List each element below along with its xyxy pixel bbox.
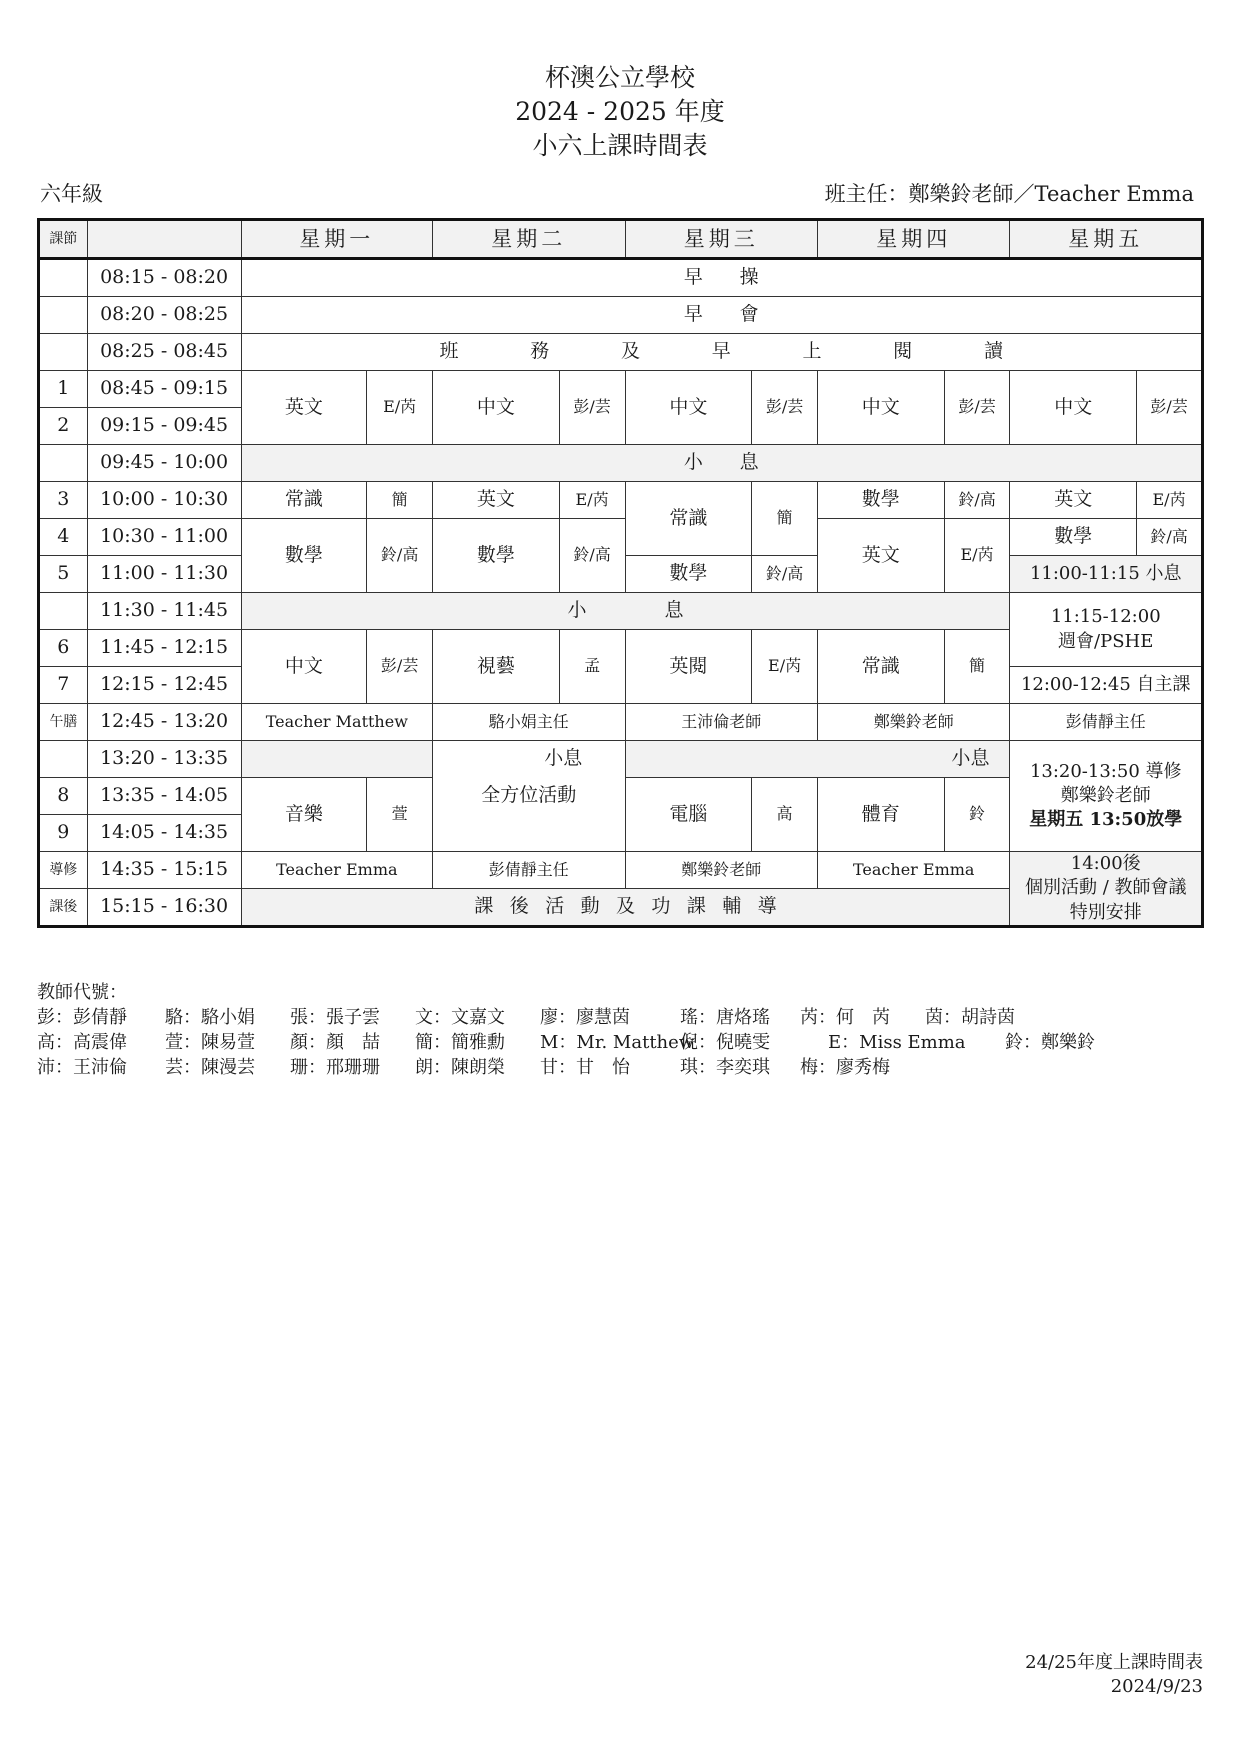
period-cell bbox=[39, 445, 88, 482]
spread-char: 活 bbox=[545, 895, 565, 918]
cell-line: 星期五 13:50放學 bbox=[1029, 809, 1183, 831]
legend-item: 鈴：鄭樂鈴 bbox=[1005, 1032, 1095, 1053]
teacher-code-cell: 簡 bbox=[367, 482, 433, 519]
spread-char: 務 bbox=[530, 340, 550, 363]
legend-item: 倪：倪曉雯 bbox=[680, 1032, 770, 1053]
teacher-code-cell: E/芮 bbox=[752, 630, 818, 704]
spread-char: 動 bbox=[580, 895, 600, 918]
subject-cell: 數學 bbox=[817, 482, 944, 519]
friday-after-school bbox=[1010, 852, 1203, 927]
teacher-code-cell: 鈴/高 bbox=[752, 556, 818, 593]
time-cell: 14:05 - 14:35 bbox=[87, 815, 241, 852]
time-cell: 12:15 - 12:45 bbox=[87, 667, 241, 704]
grade-label: 六年級 bbox=[40, 182, 103, 206]
subject-cell: 中文 bbox=[241, 630, 367, 704]
subject-cell: 中文 bbox=[1010, 371, 1137, 445]
teacher-code-cell: 孟 bbox=[559, 630, 625, 704]
teacher-code-cell: 鈴/高 bbox=[367, 519, 433, 593]
legend-item: 朗：陳朗榮 bbox=[415, 1057, 505, 1078]
time-cell: 08:20 - 08:25 bbox=[87, 297, 241, 334]
cell-line: 14:00後 bbox=[1070, 853, 1141, 875]
spread-char: 課 bbox=[474, 895, 494, 918]
time-cell: 09:45 - 10:00 bbox=[87, 445, 241, 482]
teacher-code-cell: 彭/芸 bbox=[752, 371, 818, 445]
spread-char: 早 bbox=[711, 340, 731, 363]
legend-item: 茵：胡詩茵 bbox=[925, 1007, 1015, 1028]
day-header: 星期二 bbox=[433, 220, 625, 259]
school-name: 杯澳公立學校 bbox=[544, 63, 695, 92]
legend-item: 高：高震偉 bbox=[37, 1032, 127, 1053]
spread-char: 息 bbox=[970, 747, 990, 770]
teacher-code-cell: E/芮 bbox=[559, 482, 625, 519]
teacher-code-cell: 鈴/高 bbox=[559, 519, 625, 593]
spread-char: 課 bbox=[686, 895, 706, 918]
legend-item: 彭：彭倩靜 bbox=[37, 1007, 127, 1028]
period-cell bbox=[39, 334, 88, 371]
legend-item: 簡：簡雅勳 bbox=[415, 1032, 505, 1053]
period-cell: 7 bbox=[39, 667, 88, 704]
page-title: 小六上課時間表 bbox=[532, 131, 708, 160]
legend-item: 廖：廖慧茵 bbox=[540, 1007, 630, 1028]
cell-line: 特別安排 bbox=[1069, 901, 1142, 923]
legend-item: 梅：廖秀梅 bbox=[800, 1057, 890, 1078]
legend-item: 瑤：唐烙瑤 bbox=[680, 1007, 770, 1028]
legend-item: 萱：陳易萱 bbox=[165, 1032, 255, 1053]
cell-line: 鄭樂鈴老師 bbox=[1060, 784, 1151, 806]
spread-char: 操 bbox=[739, 266, 759, 289]
friday-self-study: 12:00-12:45 自主課 bbox=[1010, 667, 1203, 704]
table-row bbox=[39, 852, 1203, 889]
subject-cell: 中文 bbox=[625, 371, 752, 445]
friday-recess: 11:00-11:15 小息 bbox=[1010, 556, 1203, 593]
lunch-teacher: 鄭樂鈴老師 bbox=[817, 704, 1009, 741]
subject-cell: 數學 bbox=[433, 519, 560, 593]
spread-char: 早 bbox=[683, 266, 703, 289]
lunch-teacher: 彭倩靜主任 bbox=[1010, 704, 1203, 741]
subject-cell: 英文 bbox=[817, 519, 944, 593]
day-header: 星期三 bbox=[625, 220, 817, 259]
table-row bbox=[39, 519, 1203, 556]
legend-item: 琪：李奕琪 bbox=[680, 1057, 770, 1078]
spread-char: 早 bbox=[683, 303, 703, 326]
period-cell bbox=[39, 297, 88, 334]
cell-line: 13:20-13:50 導修 bbox=[1029, 760, 1182, 782]
timetable bbox=[37, 218, 1204, 928]
legend-item: 芮：何 芮 bbox=[800, 1007, 890, 1028]
period-cell bbox=[39, 259, 88, 297]
spread-char: 息 bbox=[664, 599, 684, 622]
legend-item: E：Miss Emma bbox=[828, 1032, 966, 1053]
teacher-code-cell: E/芮 bbox=[367, 371, 433, 445]
period-cell: 8 bbox=[39, 778, 88, 815]
day-header: 星期五 bbox=[1010, 220, 1203, 259]
teacher-code-cell: 鈴 bbox=[944, 778, 1010, 852]
legend-item: 張：張子雲 bbox=[290, 1007, 380, 1028]
teacher-code-cell: 簡 bbox=[752, 482, 818, 556]
legend-item: M：Mr. Matthew bbox=[540, 1032, 695, 1053]
legend-item: 沛：王沛倫 bbox=[37, 1057, 127, 1078]
class-reading bbox=[241, 334, 1202, 371]
subject-cell: 英文 bbox=[433, 482, 560, 519]
table-row bbox=[39, 297, 1203, 334]
period-cell bbox=[39, 741, 88, 778]
friday-assembly bbox=[1010, 593, 1203, 667]
tuesday-activity: 全方位活動 bbox=[433, 741, 625, 852]
spread-char: 上 bbox=[802, 340, 822, 363]
period-cell: 導修 bbox=[39, 852, 88, 889]
spread-char: 小 bbox=[683, 451, 703, 474]
table-row bbox=[39, 334, 1203, 371]
after-school-activities bbox=[241, 889, 1010, 927]
teacher-code-cell: 鈴/高 bbox=[1137, 519, 1203, 556]
subject-cell: 數學 bbox=[625, 556, 752, 593]
teacher-code-cell: 萱 bbox=[367, 778, 433, 852]
spread-char: 導 bbox=[757, 895, 777, 918]
legend-item: 文：文嘉文 bbox=[415, 1007, 505, 1028]
time-cell: 15:15 - 16:30 bbox=[87, 889, 241, 927]
table-row bbox=[39, 371, 1203, 408]
table-row bbox=[39, 704, 1203, 741]
recess bbox=[241, 445, 1202, 482]
spread-char: 功 bbox=[651, 895, 671, 918]
teacher-code-cell: 高 bbox=[752, 778, 818, 852]
morning-exercise bbox=[241, 259, 1202, 297]
time-cell: 14:35 - 15:15 bbox=[87, 852, 241, 889]
lunch-teacher: 駱小娟主任 bbox=[433, 704, 625, 741]
teacher-code-cell: 簡 bbox=[944, 630, 1010, 704]
spread-char: 後 bbox=[509, 895, 529, 918]
period-cell: 2 bbox=[39, 408, 88, 445]
subject-cell: 數學 bbox=[1010, 519, 1137, 556]
time-cell: 08:45 - 09:15 bbox=[87, 371, 241, 408]
subject-cell: 視藝 bbox=[433, 630, 560, 704]
teacher-code-cell: E/芮 bbox=[944, 519, 1010, 593]
spread-char: 及 bbox=[616, 895, 636, 918]
subject-cell: 電腦 bbox=[625, 778, 752, 852]
subject-cell: 中文 bbox=[817, 371, 944, 445]
table-row bbox=[39, 741, 1203, 778]
tutorial-teacher: 彭倩靜主任 bbox=[433, 852, 625, 889]
col-period-header: 課節 bbox=[39, 220, 88, 259]
legend-item: 甘：甘 怡 bbox=[540, 1057, 630, 1078]
legend-item: 珊：邢珊珊 bbox=[290, 1057, 380, 1078]
teacher-code-cell: 彭/芸 bbox=[1137, 371, 1203, 445]
table-row bbox=[39, 445, 1203, 482]
subject-cell: 音樂 bbox=[241, 778, 367, 852]
tutorial-teacher: Teacher Emma bbox=[817, 852, 1009, 889]
time-cell: 13:20 - 13:35 bbox=[87, 741, 241, 778]
legend-item: 芸：陳漫芸 bbox=[165, 1057, 255, 1078]
day-header: 星期四 bbox=[817, 220, 1009, 259]
time-cell: 09:15 - 09:45 bbox=[87, 408, 241, 445]
col-time-header bbox=[87, 220, 241, 259]
subject-cell: 英閱 bbox=[625, 630, 752, 704]
friday-tutorial bbox=[1010, 741, 1203, 852]
period-cell: 4 bbox=[39, 519, 88, 556]
teacher-code-cell: 彭/芸 bbox=[559, 371, 625, 445]
time-cell: 08:25 - 08:45 bbox=[87, 334, 241, 371]
teacher-code-cell: 鈴/高 bbox=[944, 482, 1010, 519]
spread-char: 小 bbox=[567, 599, 587, 622]
subject-cell: 英文 bbox=[241, 371, 367, 445]
period-cell: 9 bbox=[39, 815, 88, 852]
spread-char: 會 bbox=[739, 303, 759, 326]
legend-item: 顏：顏 喆 bbox=[290, 1032, 380, 1053]
table-row bbox=[39, 259, 1203, 297]
spread-char: 輔 bbox=[722, 895, 742, 918]
teacher-code-cell: 彭/芸 bbox=[367, 630, 433, 704]
morning-assembly bbox=[241, 297, 1202, 334]
subject-cell: 數學 bbox=[241, 519, 367, 593]
teacher-code-cell: 彭/芸 bbox=[944, 371, 1010, 445]
time-cell: 11:45 - 12:15 bbox=[87, 630, 241, 667]
period-cell: 課後 bbox=[39, 889, 88, 927]
teacher-code-cell: E/芮 bbox=[1137, 482, 1203, 519]
time-cell: 11:00 - 11:30 bbox=[87, 556, 241, 593]
spread-char: 息 bbox=[563, 747, 583, 770]
cell-line: 個別活動 / 教師會議 bbox=[1024, 877, 1187, 899]
spread-char: 閱 bbox=[893, 340, 913, 363]
cell-line: 週會/PSHE bbox=[1058, 630, 1154, 652]
spread-char: 讀 bbox=[984, 340, 1004, 363]
subject-cell: 常識 bbox=[241, 482, 367, 519]
recess bbox=[241, 741, 583, 778]
subject-cell: 中文 bbox=[433, 371, 560, 445]
subject-cell: 常識 bbox=[625, 482, 752, 556]
spread-char: 小 bbox=[951, 747, 971, 770]
time-cell: 08:15 - 08:20 bbox=[87, 259, 241, 297]
period-cell bbox=[39, 593, 88, 630]
footer-date: 2024/9/23 bbox=[1110, 1676, 1203, 1697]
period-cell: 午膳 bbox=[39, 704, 88, 741]
recess bbox=[241, 593, 1010, 630]
subject-cell: 英文 bbox=[1010, 482, 1137, 519]
class-teacher: 班主任：鄭樂鈴老師／Teacher Emma bbox=[824, 182, 1194, 206]
time-cell: 11:30 - 11:45 bbox=[87, 593, 241, 630]
tutorial-teacher: Teacher Emma bbox=[241, 852, 432, 889]
period-cell: 5 bbox=[39, 556, 88, 593]
spread-char: 班 bbox=[439, 340, 459, 363]
legend-item: 駱：駱小娟 bbox=[165, 1007, 255, 1028]
legend-title: 教師代號： bbox=[37, 982, 127, 1003]
period-cell: 6 bbox=[39, 630, 88, 667]
spread-char: 小 bbox=[544, 747, 564, 770]
tutorial-teacher: 鄭樂鈴老師 bbox=[625, 852, 817, 889]
cell-line: 11:15-12:00 bbox=[1050, 606, 1161, 628]
spread-char: 及 bbox=[621, 340, 641, 363]
period-cell: 3 bbox=[39, 482, 88, 519]
time-cell: 13:35 - 14:05 bbox=[87, 778, 241, 815]
spread-char: 息 bbox=[739, 451, 759, 474]
footer-title: 24/25年度上課時間表 bbox=[1025, 1652, 1203, 1673]
time-cell: 10:30 - 11:00 bbox=[87, 519, 241, 556]
subject-cell: 體育 bbox=[817, 778, 944, 852]
table-row bbox=[39, 593, 1203, 630]
subject-cell: 常識 bbox=[817, 630, 944, 704]
day-header: 星期一 bbox=[241, 220, 432, 259]
table-row bbox=[39, 482, 1203, 519]
recess bbox=[625, 741, 1010, 778]
period-cell: 1 bbox=[39, 371, 88, 408]
time-cell: 10:00 - 10:30 bbox=[87, 482, 241, 519]
lunch-teacher: Teacher Matthew bbox=[241, 704, 432, 741]
lunch-teacher: 王沛倫老師 bbox=[625, 704, 817, 741]
time-cell: 12:45 - 13:20 bbox=[87, 704, 241, 741]
school-year: 2024 - 2025 年度 bbox=[515, 97, 725, 126]
